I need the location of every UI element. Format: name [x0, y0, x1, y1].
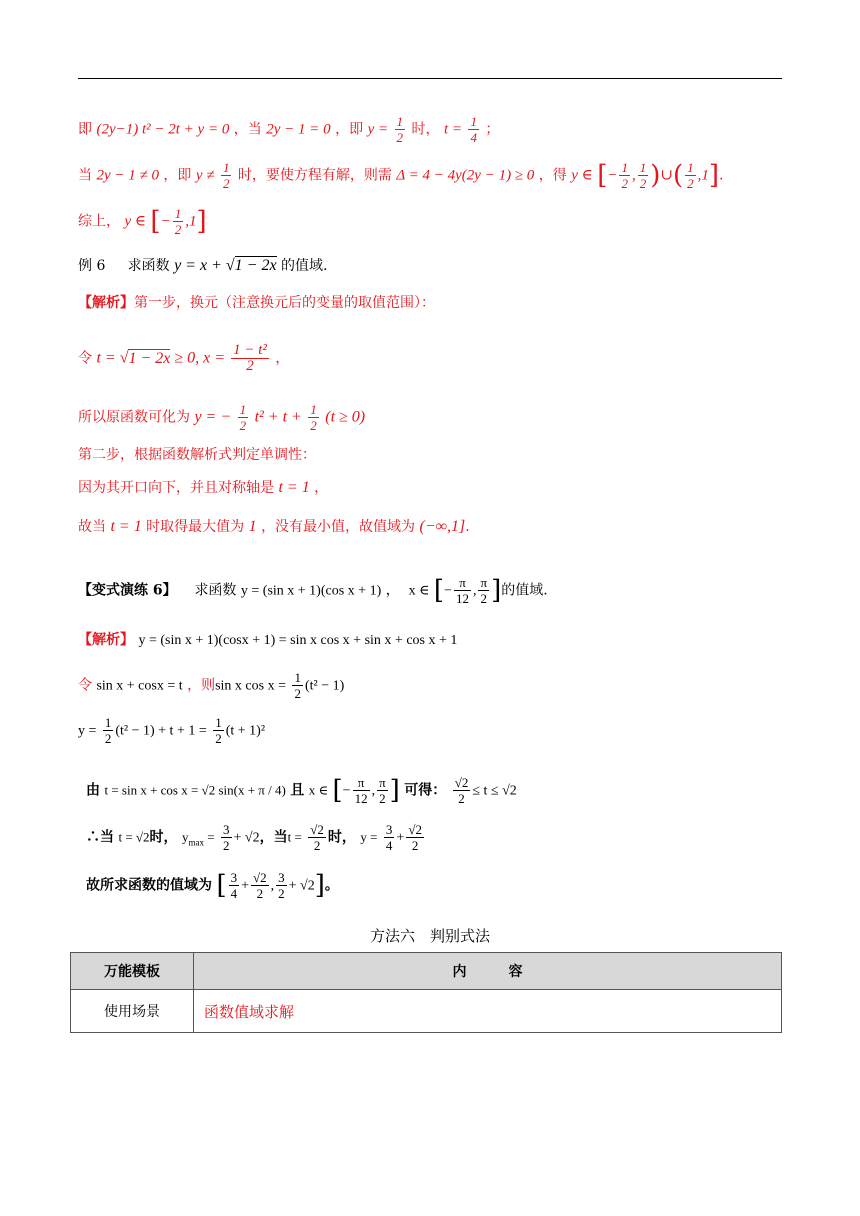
text: ；	[485, 121, 500, 138]
text: 令	[78, 350, 92, 367]
math-expr: t =	[96, 349, 120, 367]
math-expr: y = −	[194, 408, 232, 426]
text: 即	[78, 121, 92, 138]
variant-exercise-6: 【变式演练 6】 求函数 y = (sin x + 1)(cos x + 1) ， x ∈ [− $\frac{\pi}{12}$ , $\frac{\pi}{2}$ ]的值域.	[78, 575, 548, 606]
conclusion-line: 故当 t = 1 时取得最大值为 1 ，没有最小值，故值域为 (−∞,1].	[78, 518, 470, 535]
fraction: $\frac{1}{2}$	[396, 114, 404, 145]
fraction: $\frac{1}{2}$	[222, 160, 230, 191]
text: 的值域.	[281, 258, 328, 274]
fraction: $\frac{√2}{2}$	[253, 870, 267, 901]
fraction: $\frac{\pi}{2}$	[480, 575, 488, 606]
table-row	[71, 990, 782, 1033]
math-expr: y ∈	[571, 167, 593, 184]
text: 当	[78, 167, 92, 184]
solution-2-line-4: 由 t = sin x + cos x = √2 sin(x + π / 4) 且 x ∈ [− $\frac{\pi}{12}$ , $\frac{\pi}{2}$ ] 可得： $\frac{√2}{2}$ ≤ t ≤ √2	[86, 775, 517, 806]
text: ，	[314, 480, 329, 496]
math-expr: y	[181, 829, 189, 845]
math-expr: (2y−1) t² − 2t + y = 0	[96, 121, 230, 138]
fraction: $\frac{\pi}{12}$	[455, 575, 469, 606]
table-header-cell: 万能模板	[71, 953, 194, 990]
text: ，得	[538, 167, 567, 184]
text: 求函数	[194, 582, 237, 599]
text: 时取得最大值为	[146, 519, 245, 535]
solution-2-line-5: ∴当 t = √2时， $y_{max}$ = $\frac{3}{2}$ + √2，当t = $\frac{√2}{2}$ 时， y = $\frac{3}{4}$ + $\frac{√2}{2}$	[86, 822, 422, 853]
math-expr: (t² − 1)	[304, 678, 345, 694]
fraction: $\frac{1}{4}$	[470, 114, 477, 145]
math-expr: (t ≥ 0)	[325, 408, 366, 426]
text: 故所求函数的值域为	[86, 877, 212, 894]
fraction: $\frac{1}{2}$	[310, 402, 317, 433]
text: 由	[86, 782, 100, 799]
fraction: $\frac{√2}{2}$	[310, 822, 324, 853]
solution-2-line-6: 故所求函数的值域为 [ $\frac{3}{4}$ + $\frac{√2}{2}$ , $\frac{3}{2}$ + √2]。	[86, 870, 339, 901]
text: ，即	[163, 167, 192, 184]
math-expr: t = √2	[118, 829, 150, 845]
text: 因为其开口向下，并且对称轴是	[78, 480, 274, 496]
text: 综上，	[78, 213, 120, 230]
transform-line	[78, 402, 365, 433]
fraction: $\frac{1}{2}$	[104, 715, 112, 746]
table-cell: 使用场景	[71, 990, 194, 1033]
math-expr: y = (sin x + 1)(cos x + 1)	[240, 583, 382, 599]
text-line-2: 当 2y − 1 ≠ 0 ，即 y ≠ $\frac{1}{2}$ 时，要使方程有解，则需 Δ = 4 − 4y(2y − 1) ≥ 0 ，得 y ∈ [− $\frac{1}{2}$ , $\frac{1}{2}$ )∪( $\frac{1}{2}$ ,1].	[78, 160, 724, 191]
text: 时，	[149, 829, 178, 846]
text: 的值域.	[501, 582, 548, 599]
solution-2-line-2	[78, 670, 344, 701]
table-cell: 函数值域求解	[194, 990, 782, 1033]
fraction: $\frac{1}{2}$	[215, 715, 222, 746]
text: 时，	[327, 829, 356, 846]
math-expr: y =	[78, 723, 97, 739]
math-expr: x ∈	[308, 782, 329, 798]
text: 第一步，换元（注意换元后的变量的取值范围）：	[134, 295, 435, 311]
math-expr: y =	[367, 121, 389, 138]
math-expr: t = sin x + cos x = √2 sin(x + π / 4)	[104, 782, 286, 798]
math-expr: Δ = 4 − 4y(2y − 1) ≥ 0	[396, 167, 535, 184]
axis-line	[78, 478, 328, 498]
math-expr: 2y − 1 = 0	[266, 121, 331, 138]
math-expr: (t + 1)²	[225, 723, 266, 739]
text: 故当	[78, 519, 106, 535]
step-2-line: 第二步，根据函数解析式判定单调性：	[78, 447, 316, 463]
fraction: $\frac{\pi}{2}$	[379, 775, 386, 806]
text: ，即	[335, 121, 364, 138]
section-title: 方法六 判别式法	[369, 929, 490, 945]
math-expr: sin x cos x =	[215, 678, 286, 694]
fraction: $\frac{\text{1 − t²}}{2}$	[233, 342, 267, 374]
fraction: $\frac{\pi}{12}$	[354, 775, 368, 806]
math-expr: t =	[443, 121, 462, 138]
fraction: $\frac{1}{2}$	[687, 160, 694, 191]
text: ，	[275, 350, 290, 367]
text: 求函数	[127, 258, 170, 274]
header-rule	[78, 78, 782, 79]
fraction: $\frac{√2}{2}$	[408, 822, 422, 853]
fraction: $\frac{1}{2}$	[239, 402, 247, 433]
fraction: $\frac{3}{4}$	[385, 822, 393, 853]
fraction: $\frac{√2}{2}$	[454, 775, 469, 806]
math-expr: t =	[287, 829, 302, 845]
text: 时，	[411, 121, 440, 138]
math-expr: ≤ t ≤ √2	[472, 783, 517, 799]
math-expr: t = 1	[278, 479, 310, 496]
text: 可得：	[404, 782, 447, 799]
fraction: $\frac{3}{2}$	[278, 870, 285, 901]
text: ，当	[259, 829, 288, 846]
solution-2-line-1	[78, 630, 457, 651]
text: 令	[78, 677, 92, 694]
fraction: $\frac{1}{2}$	[639, 160, 647, 191]
text: ∴当	[86, 829, 114, 846]
math-expr: y =	[360, 829, 378, 845]
text: ，没有最小值，故值域为	[261, 519, 416, 535]
template-table	[70, 952, 782, 1033]
text: ，则	[187, 677, 216, 694]
fraction: $\frac{1}{2}$	[174, 206, 182, 237]
math-expr: (t² − 1) + t + 1 =	[115, 723, 207, 739]
solution-tag: 【解析】	[78, 632, 134, 648]
table-header-row	[71, 953, 782, 990]
math-expr: 1	[248, 518, 257, 535]
math-expr: t² + t +	[254, 408, 302, 426]
math-expr: y ≠	[195, 167, 215, 184]
math-expr: x ∈	[408, 583, 430, 599]
fraction: $\frac{1}{2}$	[621, 160, 628, 191]
text-line-1	[78, 114, 499, 145]
text-line-3: 综上， y ∈ [− $\frac{1}{2}$ ,1]	[78, 206, 207, 237]
solution-tag: 【解析】	[78, 295, 134, 311]
substitution-line: 令 t = √1 − 2x ≥ 0, x = $\frac{\text{1 − t²}}{2}$ ，	[78, 342, 290, 374]
table-header-cell: 内 容	[194, 953, 782, 990]
math-expr: (−∞,1]	[419, 518, 466, 535]
math-expr: ≥ 0, x =	[170, 349, 230, 367]
math-expr: y = x +	[174, 257, 226, 274]
math-expr: 2y − 1 ≠ 0	[96, 167, 159, 184]
math-expr: sin x + cosx = t	[96, 678, 183, 694]
text: 且	[290, 782, 305, 799]
math-expr: 1 − 2x	[234, 257, 277, 274]
example-6: 例 6 求函数 y = x + √1 − 2x 的值域.	[78, 257, 328, 274]
math-expr: y = (sin x + 1)(cosx + 1) = sin x cos x + sin x + cos x + 1	[138, 633, 458, 648]
fraction: $\frac{1}{2}$	[294, 670, 301, 701]
solution-2-line-3	[78, 715, 265, 746]
solution-heading	[78, 293, 435, 313]
exercise-label: 【变式演练 6】	[78, 582, 177, 599]
math-expr: + √2	[233, 830, 260, 846]
text: ，当	[233, 121, 262, 138]
math-expr: y ∈	[124, 213, 146, 230]
text: 时，要使方程有解，则需	[237, 167, 392, 184]
math-expr: 1 − 2x	[128, 349, 171, 367]
fraction: $\frac{3}{2}$	[223, 822, 230, 853]
math-expr: t = 1	[110, 518, 142, 535]
fraction: $\frac{3}{4}$	[230, 870, 238, 901]
example-label: 例 6	[78, 258, 106, 274]
text: 所以原函数可化为	[78, 409, 190, 426]
